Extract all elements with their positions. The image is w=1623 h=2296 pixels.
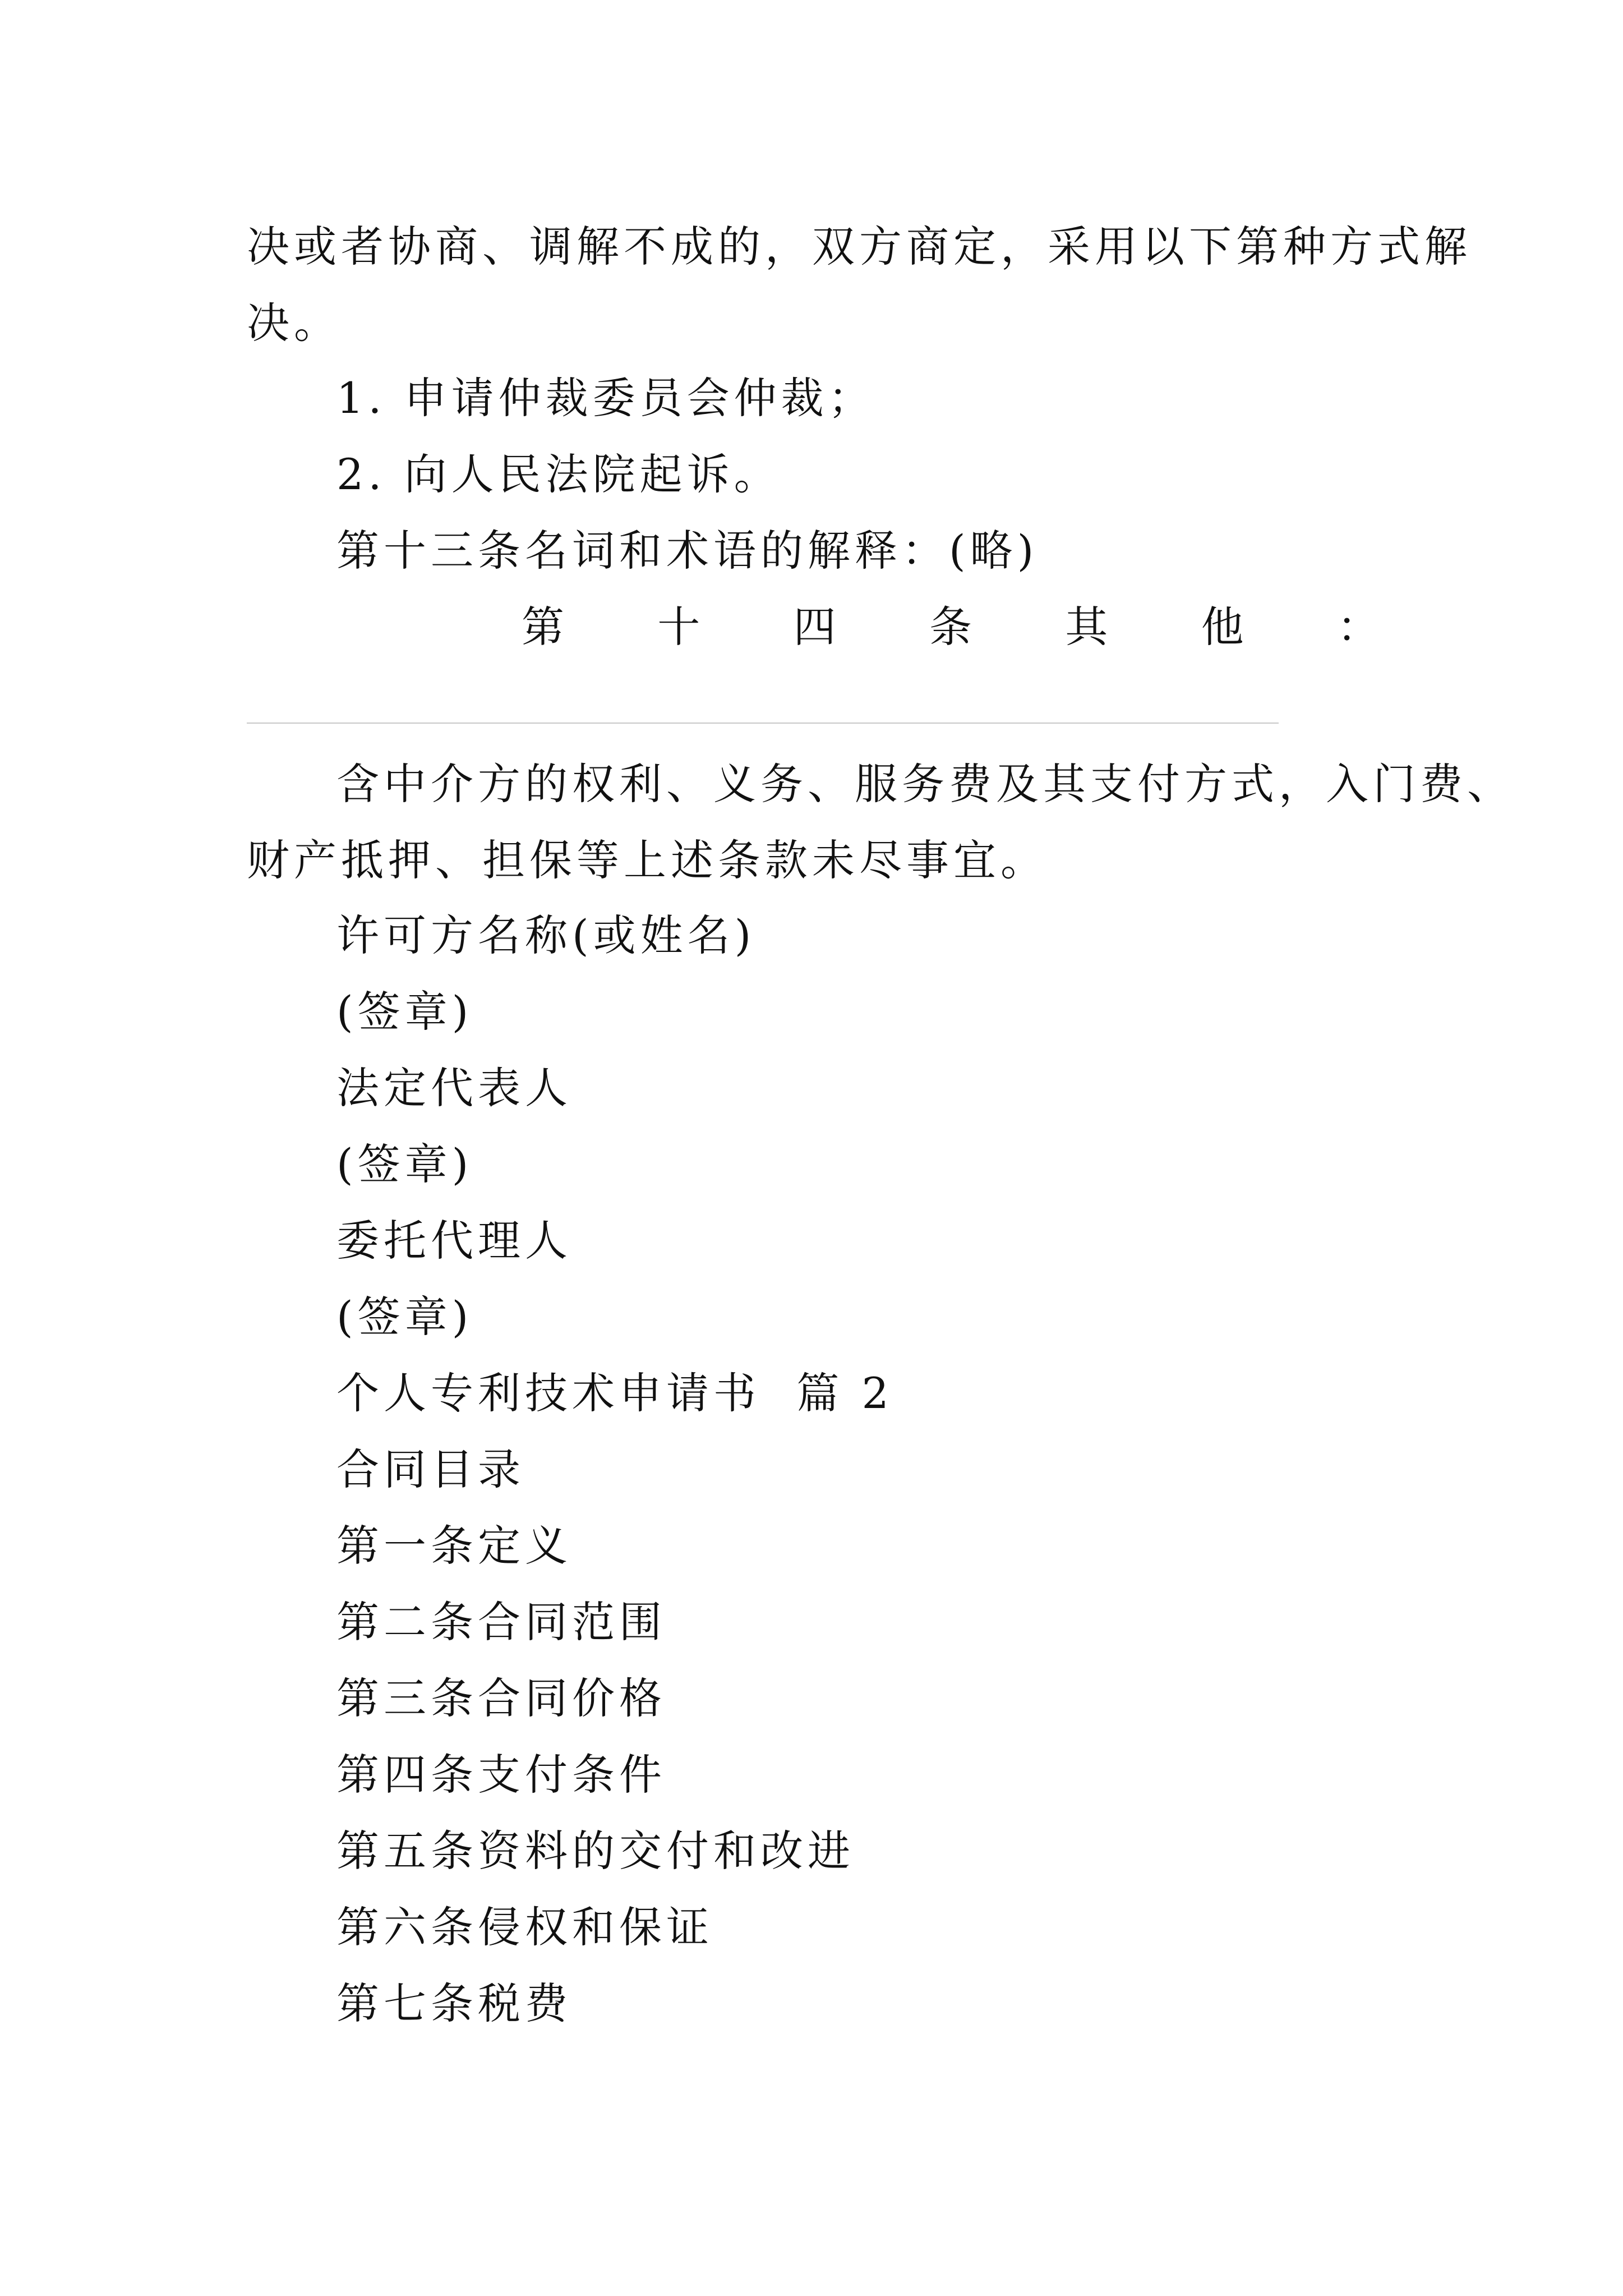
- article-14-char: 第: [522, 602, 564, 652]
- article-14-char: 十: [657, 602, 700, 652]
- paragraph-line: 决或者协商、调解不成的，双方商定，采用以下第种方式解: [247, 222, 1472, 272]
- legal-representative: 法定代表人: [336, 1063, 572, 1113]
- section-heading: 个人专利技术申请书 篇 2: [336, 1368, 893, 1418]
- article-14-char: 他: [1201, 602, 1244, 652]
- licensor-name: 许可方名称(或姓名): [336, 910, 756, 960]
- toc-item: 第五条资料的交付和改进: [336, 1826, 855, 1876]
- toc-item: 第七条税费: [336, 1978, 572, 2028]
- article-14-heading: [522, 599, 1380, 655]
- article-14-char: 四: [793, 602, 836, 652]
- article-13: 第十三条名词和术语的解释：(略): [336, 526, 1039, 576]
- seal-label: (签章): [336, 1292, 473, 1342]
- toc-item: 第二条合同范围: [336, 1597, 666, 1647]
- toc-item: 第一条定义: [336, 1521, 572, 1571]
- page-divider: [247, 723, 1279, 724]
- seal-label: (签章): [336, 987, 473, 1037]
- article-14-char: ：: [1336, 602, 1380, 652]
- toc-item: 第三条合同价格: [336, 1673, 666, 1723]
- seal-label: (签章): [336, 1139, 473, 1189]
- paragraph-line: 决。: [247, 298, 341, 348]
- toc-item: 第六条侵权和保证: [336, 1902, 713, 1952]
- toc-item: 第四条支付条件: [336, 1750, 666, 1800]
- paragraph-line: 含中介方的权利、义务、服务费及其支付方式，入门费、: [336, 759, 1514, 809]
- paragraph-line: 财产抵押、担保等上述条款未尽事宜。: [247, 835, 1048, 885]
- article-14-char: 其: [1065, 602, 1108, 652]
- list-item: 2. 向人民法院起诉。: [336, 449, 781, 499]
- article-14-char: 条: [929, 602, 972, 652]
- authorized-agent: 委托代理人: [336, 1216, 572, 1266]
- list-item: 1. 申请仲裁委员会仲裁；: [336, 373, 875, 423]
- toc-title: 合同目录: [336, 1444, 525, 1494]
